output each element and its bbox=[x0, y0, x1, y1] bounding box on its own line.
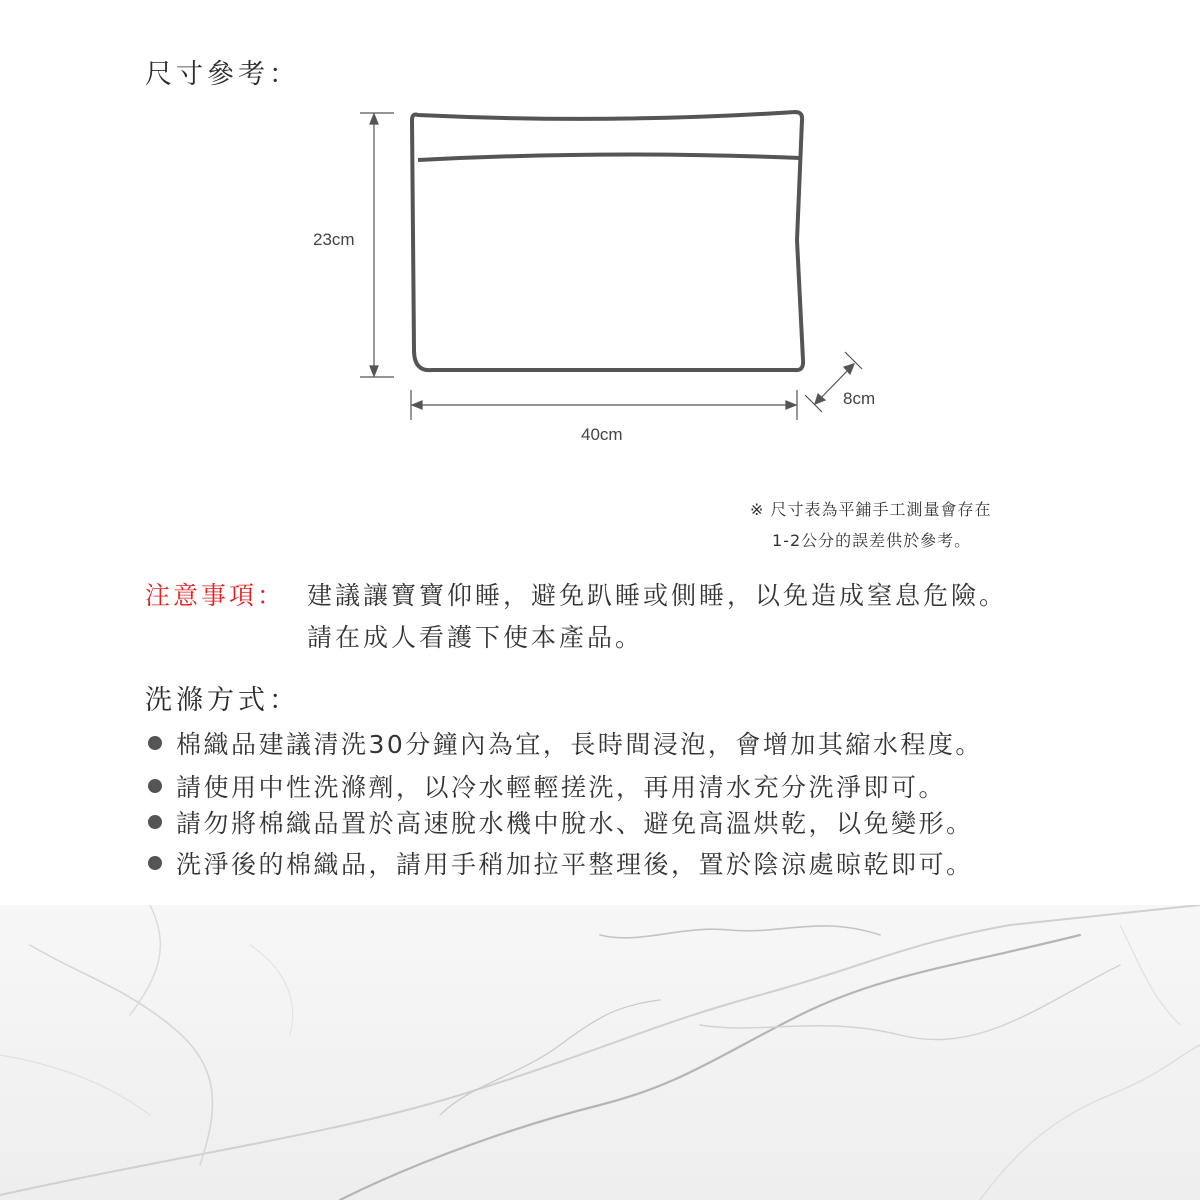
width-dimension bbox=[411, 390, 797, 420]
warning-line1: 建議讓寶寶仰睡，避免趴睡或側睡，以免造成窒息危險。 bbox=[307, 581, 1008, 610]
washing-item-text: 洗淨後的棉織品，請用手稍加拉平整理後，置於陰涼處晾乾即可。 bbox=[176, 850, 974, 879]
bullet-dot-icon bbox=[148, 815, 162, 829]
depth-label: 8cm bbox=[843, 389, 876, 408]
washing-title: 洗滌方式： bbox=[145, 685, 300, 716]
washing-item bbox=[148, 845, 974, 881]
warning-label: 注意事項： bbox=[145, 581, 286, 610]
pillow-dimension-diagram bbox=[0, 0, 1200, 470]
pillow-outline bbox=[412, 112, 803, 370]
height-label: 23cm bbox=[313, 230, 355, 249]
washing-item-text: 棉織品建議清洗30分鐘內為宜，長時間浸泡，會增加其縮水程度。 bbox=[176, 730, 983, 759]
washing-item-text: 請使用中性洗滌劑，以冷水輕輕搓洗，再用清水充分洗淨即可。 bbox=[176, 773, 947, 802]
size-note-line1: ※ 尺寸表為平鋪手工測量會存在 bbox=[750, 500, 992, 519]
width-label: 40cm bbox=[581, 425, 623, 444]
size-note-line2: 1-2公分的誤差供於參考。 bbox=[772, 531, 972, 550]
washing-item bbox=[148, 804, 974, 840]
washing-item-text: 請勿將棉織品置於高速脫水機中脫水、避免高溫烘乾，以免變形。 bbox=[176, 809, 974, 838]
height-dimension bbox=[360, 113, 394, 377]
washing-item bbox=[148, 725, 983, 761]
bullet-dot-icon bbox=[148, 779, 162, 793]
washing-item bbox=[148, 768, 946, 804]
marble-texture-background bbox=[0, 905, 1200, 1200]
size-reference-title: 尺寸參考： bbox=[145, 59, 300, 90]
bullet-dot-icon bbox=[148, 856, 162, 870]
bullet-dot-icon bbox=[148, 736, 162, 750]
warning-line2: 請在成人看護下使本產品。 bbox=[307, 623, 644, 652]
pillow-seam bbox=[418, 154, 800, 160]
